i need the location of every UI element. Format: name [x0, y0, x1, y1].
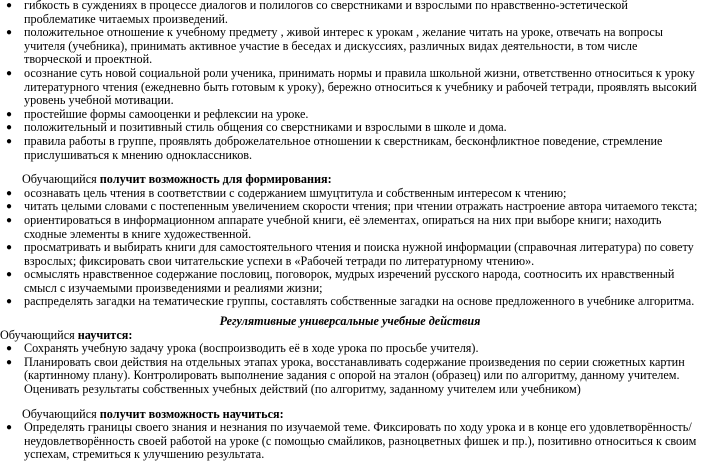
list-item: ● ориентироваться в информационном аппарате учебной книги, её элементах, опираться на них при выборе книги; находить сходные элементы в книге художественной. — [0, 214, 700, 241]
bullet-icon: ● — [5, 187, 13, 199]
list-item: ● осознавать цель чтения в соответствии с содержанием шмуцтитула и собственным интересом к чтению; — [0, 187, 700, 201]
list-item: ● Определять границы своего знания и незнания по изучаемой теме. Фиксировать по ходу урока и в конце его удовлетворённость/неудовлетворённость своей работой на уроке (с помощью смайликов, разноцветных фишек и пр.), позитивно относиться к своим успехам, стремиться к улучшению результата. — [0, 421, 700, 462]
bullet-icon: ● — [5, 201, 13, 213]
bullet-icon: ● — [5, 343, 13, 355]
bullet-icon: ● — [5, 242, 13, 254]
list-item: ● простейшие формы самооценки и рефлексии на уроке. — [0, 108, 700, 122]
section-heading: Регулятивные универсальные учебные действия — [219, 314, 481, 329]
list-item: ● положительное отношение к учебному предмету , живой интерес к урокам , желание читать на уроке, отвечать на вопросы учителя (учебника), принимать активное участие в беседах и дискуссиях, различных видах деятельности, в том числе творческой и проектной. — [0, 26, 700, 67]
extended-results-list — [0, 187, 700, 309]
bullet-icon: ● — [5, 67, 13, 79]
bullet-icon: ● — [5, 356, 13, 368]
regulatory-extended-list — [0, 421, 700, 462]
list-item: ● Планировать свои действия на отдельных этапах урока, восстанавливать содержание произведения по серии сюжетных картин (картинному плану). Контролировать выполнение задания с опорой на эталон (образец) или по алгоритму, данному учителем. Оценивать результаты собственных учебных действий (по алгоритму, заданному учителем или учебником) — [0, 356, 700, 397]
list-item: ● читать целыми словами с постепенным увеличением скорости чтения; при чтении отражать настроение автора читаемого текста; — [0, 200, 700, 214]
list-item: ● Сохранять учебную задачу урока (воспроизводить её в ходе урока по просьбе учителя). — [0, 342, 700, 356]
list-item: ● правила работы в группе, проявлять доброжелательное отношении к сверстникам, бесконфликтное поведение, стремление прислушиваться к мнению одноклассников. — [0, 135, 700, 162]
bullet-icon: ● — [5, 269, 13, 281]
bullet-icon: ● — [5, 0, 13, 11]
bullet-icon: ● — [5, 122, 13, 134]
bullet-icon: ● — [5, 296, 13, 308]
section-lead: Обучающийся получит возможность научиться: — [22, 406, 284, 421]
section-lead: Обучающийся научится: — [0, 327, 133, 342]
bullet-icon: ● — [5, 108, 13, 120]
list-item: ● осознание суть новой социальной роли ученика, принимать нормы и правила школьной жизни, ответственно относиться к уроку литературного чтения (ежедневно быть готовым к уроку), бережно относиться к учебнику и рабочей тетради, проявлять высокий уровень учебной мотивации. — [0, 67, 700, 108]
bullet-icon: ● — [5, 214, 13, 226]
bullet-icon: ● — [5, 422, 13, 434]
list-item: ● распределять загадки на тематические группы, составлять собственные загадки на основе предложенного в учебнике алгоритма. — [0, 295, 700, 309]
list-item: ● гибкость в суждениях в процессе диалогов и полилогов со сверстниками и взрослыми по нравственно-эстетической проблематике читаемых произведений. — [0, 0, 700, 26]
regulatory-results-list — [0, 342, 700, 396]
bullet-icon: ● — [5, 135, 13, 147]
list-item: ● осмыслять нравственное содержание пословиц, поговорок, мудрых изречений русского народа, соотносить их нравственный смысл с изучаемыми произведениями и реалиями жизни; — [0, 268, 700, 295]
section-lead: Обучающийся получит возможность для формирования: — [22, 172, 332, 187]
list-item: ● положительный и позитивный стиль общения со сверстниками и взрослыми в школе и дома. — [0, 121, 700, 135]
bullet-icon: ● — [5, 27, 13, 39]
personal-results-list — [0, 0, 700, 162]
list-item: ● просматривать и выбирать книги для самостоятельного чтения и поиска нужной информации (справочная литература) по совету взрослых; фиксировать свои читательские успехи в «Рабочей тетради по литературному чтению». — [0, 241, 700, 268]
